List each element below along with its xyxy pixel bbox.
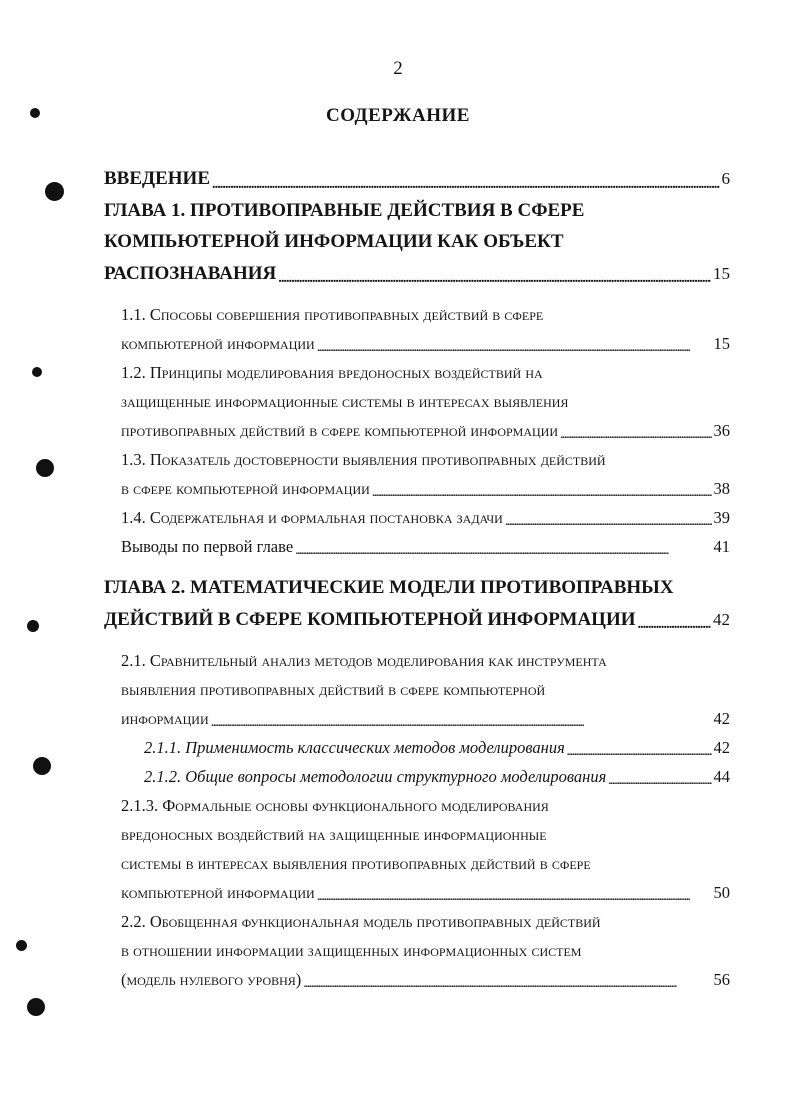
toc-entry-text: компьютерной информации bbox=[121, 334, 315, 353]
toc-entry-text: 2.1.2. Общие вопросы методологии структурного моделирования bbox=[144, 767, 607, 786]
toc-page-number: 41 bbox=[713, 537, 730, 556]
dot-leader bbox=[212, 180, 720, 190]
dot-leader bbox=[638, 620, 712, 630]
toc-entry-introduction bbox=[104, 163, 730, 195]
toc-line bbox=[104, 163, 730, 195]
toc-page-number: 44 bbox=[713, 767, 730, 786]
toc-entry-text: 1.3. Показатель достоверности выявления противоправных действий bbox=[121, 450, 606, 469]
toc-page-number: 42 bbox=[713, 709, 730, 728]
toc-entry-section-1-1 bbox=[104, 300, 730, 358]
toc-page-number: 39 bbox=[713, 508, 730, 527]
toc-entry-text: ГЛАВА 2. МАТЕМАТИЧЕСКИЕ МОДЕЛИ ПРОТИВОПРАВНЫХ bbox=[104, 577, 674, 598]
toc-entry-text: ДЕЙСТВИЙ В СФЕРЕ КОМПЬЮТЕРНОЙ ИНФОРМАЦИИ bbox=[104, 608, 636, 630]
dot-leader bbox=[295, 546, 711, 556]
toc-entry-section-2-1-3 bbox=[104, 791, 730, 907]
toc-entry-text: 2.2. Обобщенная функциональная модель противоправных действий bbox=[121, 912, 601, 931]
toc-entry-text: 2.1. Сравнительный анализ методов моделирования как инструмента bbox=[121, 651, 607, 670]
toc-entry-text: в отношении информации защищенных информационных систем bbox=[121, 941, 582, 960]
binder-hole-mark bbox=[30, 108, 40, 118]
binder-hole-mark bbox=[32, 367, 42, 377]
toc-entry-text: 2.1.3. Формальные основы функционального моделирования bbox=[121, 796, 549, 815]
toc-page-number: 6 bbox=[721, 169, 730, 188]
toc-entry-chapter-1-conclusions bbox=[104, 532, 730, 561]
toc-entry-text: 1.1. Способы совершения противоправных действий в сфере bbox=[121, 305, 544, 324]
toc-entry-text: ВВЕДЕНИЕ bbox=[104, 168, 210, 189]
dot-leader bbox=[372, 488, 712, 498]
binder-hole-mark bbox=[27, 998, 45, 1016]
toc-entry-text: выявления противоправных действий в сфере компьютерной bbox=[121, 680, 546, 699]
toc-page-number: 50 bbox=[713, 883, 730, 902]
dot-leader bbox=[317, 892, 712, 902]
toc-entry-section-1-3 bbox=[104, 445, 730, 503]
binder-hole-mark bbox=[45, 182, 64, 201]
toc-page-number: 38 bbox=[713, 479, 730, 498]
toc-entry-text: информации bbox=[121, 709, 209, 728]
toc-entry-text: КОМПЬЮТЕРНОЙ ИНФОРМАЦИИ КАК ОБЪЕКТ bbox=[104, 231, 564, 252]
toc-entry-text: (модель нулевого уровня) bbox=[121, 970, 302, 989]
toc-entry-text: 1.2. Принципы моделирования вредоносных воздействий на bbox=[121, 363, 543, 382]
toc-entry-text: в сфере компьютерной информации bbox=[121, 479, 370, 498]
toc-page-number: 42 bbox=[713, 738, 730, 757]
toc-page-number: 15 bbox=[713, 334, 730, 353]
toc-entry-section-2-1 bbox=[104, 646, 730, 733]
binder-hole-mark bbox=[36, 459, 54, 477]
binder-hole-mark bbox=[16, 940, 27, 951]
toc-entry-text: вредоносных воздействий на защищенные информационные bbox=[121, 825, 547, 844]
binder-hole-mark bbox=[27, 620, 39, 632]
dot-leader bbox=[317, 343, 712, 353]
toc-page-number: 56 bbox=[713, 970, 730, 989]
binder-hole-mark bbox=[33, 757, 51, 775]
table-of-contents bbox=[104, 163, 730, 994]
toc-entry-text: противоправных действий в сфере компьютерной информации bbox=[121, 421, 558, 440]
toc-entry-text: РАСПОЗНАВАНИЯ bbox=[104, 262, 277, 284]
toc-entry-chapter-1 bbox=[104, 195, 730, 290]
toc-page-number: 36 bbox=[713, 421, 730, 440]
toc-entry-chapter-2 bbox=[104, 572, 730, 635]
toc-title: СОДЕРЖАНИЕ bbox=[326, 105, 470, 126]
toc-page-number: 15 bbox=[713, 263, 730, 283]
toc-entry-section-2-1-1 bbox=[104, 733, 730, 762]
toc-entry-text: системы в интересах выявления противоправных действий в сфере bbox=[121, 854, 591, 873]
dot-leader bbox=[303, 979, 711, 989]
toc-entry-text: компьютерной информации bbox=[121, 883, 315, 902]
toc-entry-text: защищенные информационные системы в интересах выявления bbox=[121, 392, 569, 411]
dot-leader bbox=[505, 517, 712, 527]
toc-entry-section-1-4 bbox=[104, 503, 730, 532]
dot-leader bbox=[211, 718, 712, 728]
toc-entry-text: ГЛАВА 1. ПРОТИВОПРАВНЫЕ ДЕЙСТВИЯ В СФЕРЕ bbox=[104, 199, 585, 221]
toc-page-number: 42 bbox=[713, 609, 730, 629]
page-number: 2 bbox=[393, 58, 403, 79]
toc-entry-text: 1.4. Содержательная и формальная постановка задачи bbox=[121, 508, 503, 527]
dot-leader bbox=[278, 274, 711, 284]
toc-entry-section-2-1-2 bbox=[104, 762, 730, 791]
toc-entry-section-2-2 bbox=[104, 907, 730, 994]
dot-leader bbox=[560, 430, 712, 440]
dot-leader bbox=[608, 776, 711, 786]
toc-entry-text: Выводы по первой главе bbox=[121, 537, 294, 556]
toc-entry-text: 2.1.1. Применимость классических методов моделирования bbox=[144, 738, 565, 757]
dot-leader bbox=[567, 747, 712, 757]
toc-entry-section-1-2 bbox=[104, 358, 730, 445]
